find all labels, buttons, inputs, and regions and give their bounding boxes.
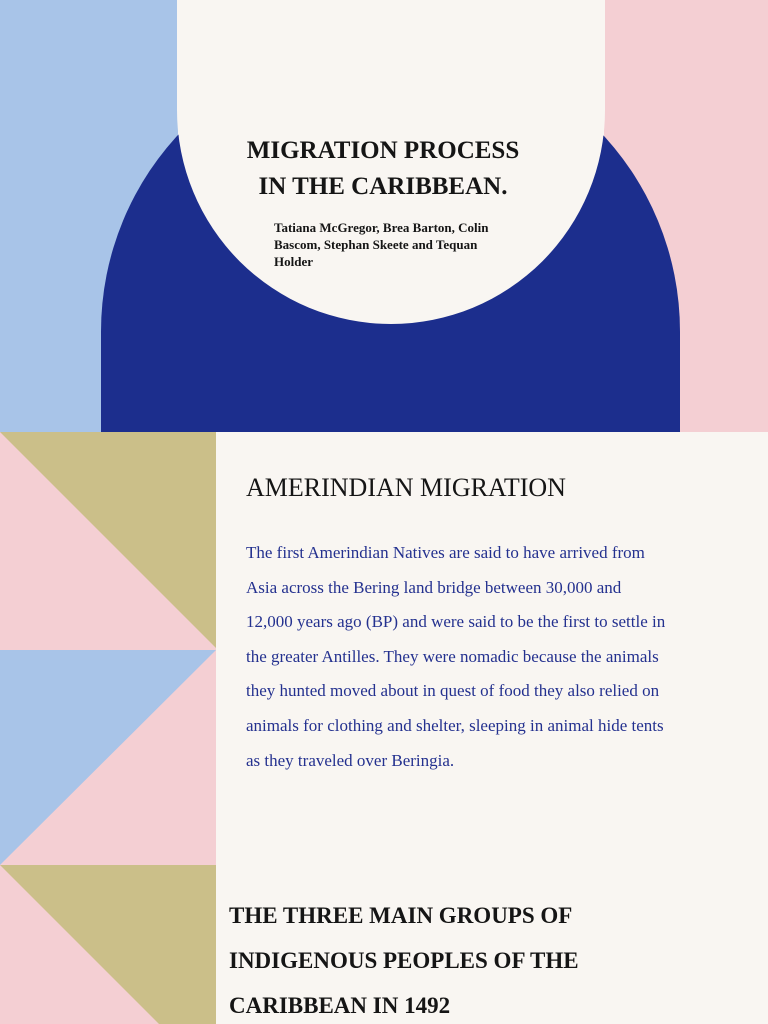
section-heading: AMERINDIAN MIGRATION: [246, 473, 566, 502]
geometric-triangle-decoration-bottom: [0, 865, 216, 1024]
groups-heading-line-1: THE THREE MAIN GROUPS OF: [229, 903, 573, 928]
author-list: Tatiana McGregor, Brea Barton, Colin Bascom, Stephan Skeete and Tequan Holder: [274, 220, 489, 269]
title-line-1: MIGRATION PROCESS: [246, 137, 520, 164]
presentation-title: [177, 133, 589, 205]
geometric-triangle-decoration: [0, 432, 216, 865]
amerindian-migration-slide: [0, 432, 768, 865]
title-slide: [0, 0, 768, 432]
three-groups-slide: [0, 865, 768, 1024]
title-line-2: IN THE CARIBBEAN.: [258, 173, 508, 200]
groups-heading-line-2: INDIGENOUS PEOPLES OF THE: [229, 948, 579, 973]
groups-heading: [229, 893, 699, 1024]
body-paragraph: The first Amerindian Natives are said to have arrived from Asia across the Bering land bridge between 30,000 and 12,000 years ago (BP) and were said to be the first to settle in the greater Antilles. They were nomadic because the animals they hunted moved about in quest of food they also relied on animals for clothing and shelter, sleeping in animal hide tents as they traveled over Beringia.: [246, 543, 666, 770]
groups-heading-line-3: CARIBBEAN IN 1492: [229, 993, 451, 1018]
